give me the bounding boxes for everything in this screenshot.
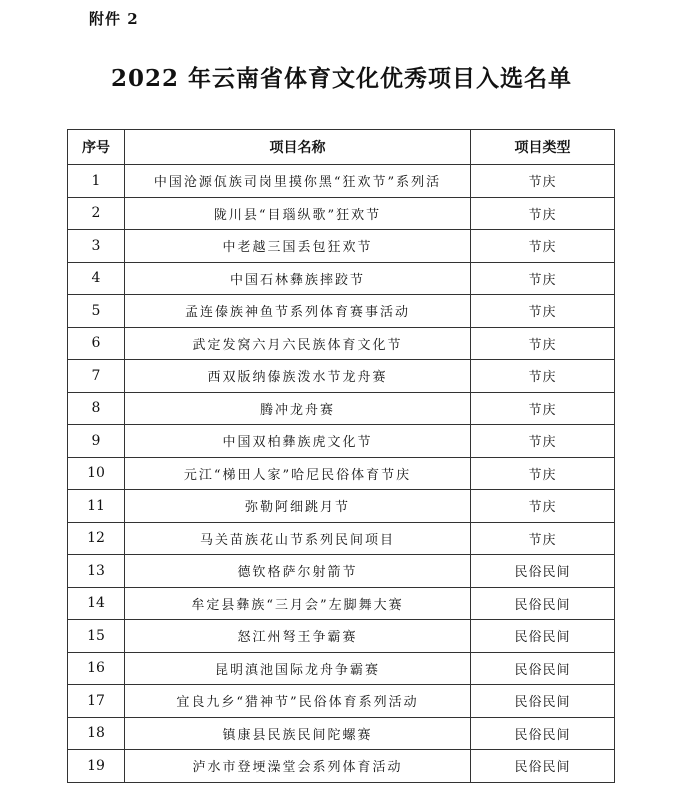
row-project-name: 弥勒阿细跳月节 [125,490,471,523]
table-row [68,360,615,393]
row-project-name: 德钦格萨尔射箭节 [125,555,471,588]
row-project-name: 陇川县“目瑙纵歌”狂欢节 [125,197,471,230]
table-row [68,685,615,718]
row-project-name: 孟连傣族神鱼节系列体育赛事活动 [125,295,471,328]
row-project-type: 民俗民间 [471,750,615,783]
table-row [68,295,615,328]
row-project-type: 节庆 [471,230,615,263]
row-number: 18 [68,717,125,750]
row-project-name: 中国石林彝族摔跤节 [125,262,471,295]
row-number: 5 [68,295,125,328]
table-row [68,262,615,295]
table-row [68,620,615,653]
row-project-type: 节庆 [471,295,615,328]
row-project-type: 节庆 [471,392,615,425]
table-row [68,652,615,685]
row-project-name: 中老越三国丢包狂欢节 [125,230,471,263]
row-number: 9 [68,425,125,458]
table-row [68,717,615,750]
row-number: 15 [68,620,125,653]
row-project-type: 节庆 [471,165,615,198]
row-project-name: 泸水市登埂澡堂会系列体育活动 [125,750,471,783]
table-header-row [68,130,615,165]
row-project-type: 节庆 [471,457,615,490]
row-number: 3 [68,230,125,263]
row-number: 17 [68,685,125,718]
row-project-name: 腾冲龙舟赛 [125,392,471,425]
row-project-type: 节庆 [471,197,615,230]
row-number: 6 [68,327,125,360]
row-project-type: 节庆 [471,327,615,360]
row-project-name: 昆明滇池国际龙舟争霸赛 [125,652,471,685]
row-number: 10 [68,457,125,490]
row-number: 14 [68,587,125,620]
table-row [68,457,615,490]
row-number: 11 [68,490,125,523]
table-row [68,750,615,783]
row-project-type: 节庆 [471,262,615,295]
row-number: 19 [68,750,125,783]
row-project-name: 马关苗族花山节系列民间项目 [125,522,471,555]
attachment-label: 附件 2 [89,10,139,28]
row-project-name: 武定发窝六月六民族体育文化节 [125,327,471,360]
row-number: 13 [68,555,125,588]
table-row [68,587,615,620]
row-project-name: 中国沧源佤族司岗里摸你黑“狂欢节”系列活 [125,165,471,198]
selection-table [67,129,615,783]
row-project-type: 节庆 [471,522,615,555]
row-project-name: 西双版纳傣族泼水节龙舟赛 [125,360,471,393]
row-project-name: 宜良九乡“猎神节”民俗体育系列活动 [125,685,471,718]
table-row [68,165,615,198]
row-project-type: 民俗民间 [471,555,615,588]
row-project-type: 民俗民间 [471,717,615,750]
row-number: 16 [68,652,125,685]
table-row [68,327,615,360]
table-row [68,392,615,425]
row-project-type: 民俗民间 [471,620,615,653]
page-title: 2022 年云南省体育文化优秀项目入选名单 [110,65,573,92]
row-project-name: 镇康县民族民间陀螺赛 [125,717,471,750]
row-project-name: 中国双柏彝族虎文化节 [125,425,471,458]
row-project-name: 怒江州弩王争霸赛 [125,620,471,653]
row-project-type: 民俗民间 [471,685,615,718]
table-row [68,230,615,263]
row-number: 8 [68,392,125,425]
header-project-type: 项目类型 [471,130,615,165]
row-project-type: 节庆 [471,490,615,523]
table-row [68,490,615,523]
header-number: 序号 [68,130,125,165]
row-project-name: 元江“梯田人家”哈尼民俗体育节庆 [125,457,471,490]
header-project-name: 项目名称 [125,130,471,165]
table-row [68,555,615,588]
table-row [68,425,615,458]
row-number: 4 [68,262,125,295]
table-row [68,197,615,230]
table-row [68,522,615,555]
row-project-type: 民俗民间 [471,587,615,620]
row-project-type: 民俗民间 [471,652,615,685]
row-number: 12 [68,522,125,555]
row-project-type: 节庆 [471,425,615,458]
row-project-type: 节庆 [471,360,615,393]
row-number: 1 [68,165,125,198]
row-number: 2 [68,197,125,230]
row-number: 7 [68,360,125,393]
row-project-name: 牟定县彝族“三月会”左脚舞大赛 [125,587,471,620]
